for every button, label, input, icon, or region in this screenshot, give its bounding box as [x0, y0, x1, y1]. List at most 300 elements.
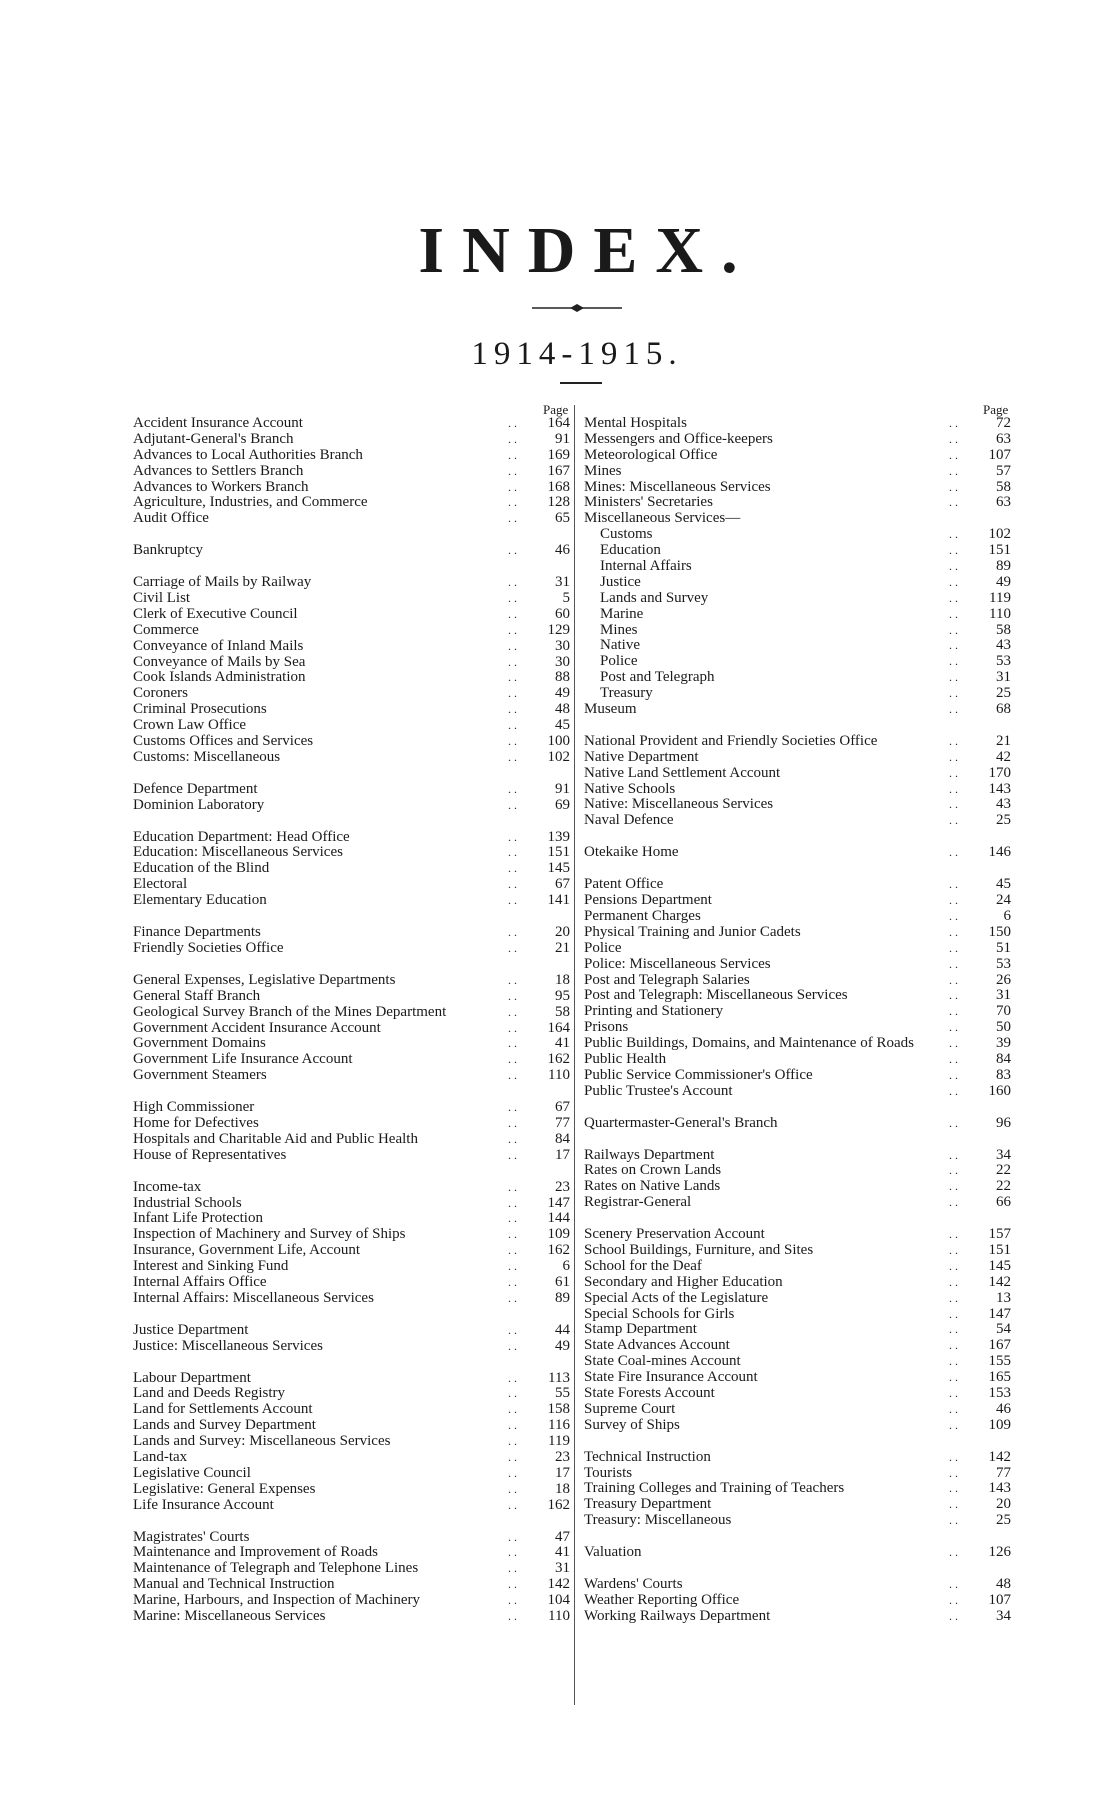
entry-page-number: 169 — [547, 446, 570, 463]
entry-label: Working Railways Department — [584, 1607, 771, 1624]
entry-gap — [133, 766, 570, 782]
entry-label: Rates on Native Lands — [584, 1178, 721, 1195]
index-entry — [584, 1307, 1011, 1323]
entry-page-number: 128 — [547, 494, 570, 511]
leader-dots: .. — [949, 845, 961, 860]
entry-label: Marine — [600, 605, 644, 622]
entry-page-number: 95 — [555, 987, 570, 1004]
index-entry — [133, 1609, 570, 1625]
index-entry — [584, 988, 1011, 1004]
ornament-divider — [532, 303, 622, 313]
entry-label: Legislative Council — [133, 1464, 251, 1481]
entry-label: Coroners — [133, 685, 188, 702]
entry-label: Lands and Survey Department — [133, 1417, 316, 1434]
entry-label: Mines — [600, 621, 638, 638]
entry-page-number: 25 — [996, 1512, 1011, 1529]
index-entry — [584, 1466, 1011, 1482]
index-entry — [584, 1052, 1011, 1068]
entry-page-number: 164 — [547, 1019, 570, 1036]
entry-page-number: 46 — [996, 1400, 1011, 1417]
entry-page-number: 84 — [996, 1050, 1011, 1067]
entry-page-number: 41 — [555, 1544, 570, 1561]
index-entry — [584, 480, 1011, 496]
leader-dots: .. — [508, 734, 520, 749]
entry-label: Land and Deeds Registry — [133, 1385, 286, 1402]
leader-dots: .. — [508, 1593, 520, 1608]
entry-label: Internal Affairs: Miscellaneous Services — [133, 1289, 374, 1306]
entry-label: Land-tax — [133, 1448, 188, 1465]
index-entry — [584, 591, 1011, 607]
entry-page-number: 151 — [988, 1241, 1011, 1258]
index-entry — [133, 495, 570, 511]
index-entry — [133, 575, 570, 591]
entry-page-number: 24 — [996, 892, 1011, 909]
entry-label: Post and Telegraph Salaries — [584, 971, 750, 988]
leader-dots: .. — [949, 1020, 961, 1035]
index-entry — [584, 1513, 1011, 1529]
entry-label: Printing and Stationery — [584, 1003, 724, 1020]
leader-dots: .. — [508, 1545, 520, 1560]
index-entry — [133, 925, 570, 941]
leader-dots: .. — [949, 463, 961, 478]
index-entry — [584, 766, 1011, 782]
entry-page-number: 100 — [547, 733, 570, 750]
index-entry — [133, 1021, 570, 1037]
entry-page-number: 49 — [555, 685, 570, 702]
entry-label: Advances to Local Authorities Branch — [133, 446, 363, 463]
entry-label: Patent Office — [584, 876, 664, 893]
leader-dots: .. — [508, 575, 520, 590]
index-entry — [584, 575, 1011, 591]
leader-dots: .. — [949, 1163, 961, 1178]
index-entry — [133, 941, 570, 957]
entry-page-number: 20 — [555, 924, 570, 941]
index-entry — [133, 480, 570, 496]
entry-label: Meteorological Office — [584, 446, 718, 463]
leader-dots: .. — [508, 781, 520, 796]
entry-label: Public Service Commissioner's Office — [584, 1066, 813, 1083]
leader-dots: .. — [508, 1004, 520, 1019]
entry-page-number: 63 — [996, 494, 1011, 511]
index-entry — [584, 1163, 1011, 1179]
leader-dots: .. — [949, 749, 961, 764]
leader-dots: .. — [949, 908, 961, 923]
index-entry — [133, 798, 570, 814]
entry-page-number: 57 — [996, 462, 1011, 479]
index-entry — [584, 1243, 1011, 1259]
leader-dots: .. — [508, 1068, 520, 1083]
leader-dots: .. — [949, 1497, 961, 1512]
entry-page-number: 142 — [547, 1576, 570, 1593]
entry-page-number: 113 — [548, 1369, 570, 1386]
leader-dots: .. — [949, 1227, 961, 1242]
entry-gap — [133, 1084, 570, 1100]
leader-dots: .. — [949, 543, 961, 558]
entry-label: Bankruptcy — [133, 542, 203, 559]
entry-page-number: 45 — [555, 717, 570, 734]
entry-label: Elementary Education — [133, 892, 267, 909]
leader-dots: .. — [949, 495, 961, 510]
index-entry — [584, 670, 1011, 686]
entry-page-number: 30 — [555, 637, 570, 654]
index-entry — [584, 1609, 1011, 1625]
leader-dots: .. — [508, 1402, 520, 1417]
leader-dots: .. — [508, 861, 520, 876]
entry-page-number: 89 — [996, 558, 1011, 575]
index-entry — [584, 1116, 1011, 1132]
entry-page-number: 116 — [548, 1417, 570, 1434]
entry-label: Labour Department — [133, 1369, 251, 1386]
index-entry — [584, 1148, 1011, 1164]
index-entry — [584, 1195, 1011, 1211]
leader-dots: .. — [508, 1561, 520, 1576]
entry-gap — [584, 1132, 1011, 1148]
leader-dots: .. — [949, 893, 961, 908]
entry-gap — [584, 1100, 1011, 1116]
entry-page-number: 31 — [555, 1560, 570, 1577]
entry-page-number: 47 — [555, 1528, 570, 1545]
leader-dots: .. — [508, 495, 520, 510]
leader-dots: .. — [949, 527, 961, 542]
leader-dots: .. — [949, 1370, 961, 1385]
entry-page-number: 67 — [555, 1099, 570, 1116]
entry-label: Physical Training and Junior Cadets — [584, 923, 801, 940]
leader-dots: .. — [949, 1067, 961, 1082]
entry-page-number: 84 — [555, 1130, 570, 1147]
column-divider — [574, 405, 575, 1705]
entry-page-number: 107 — [988, 1591, 1011, 1608]
entry-label: Naval Defence — [584, 812, 674, 829]
entry-page-number: 69 — [555, 796, 570, 813]
entry-label: Tourists — [584, 1464, 633, 1481]
index-entry — [584, 1068, 1011, 1084]
index-entry — [584, 1593, 1011, 1609]
index-entry — [133, 1450, 570, 1466]
entry-page-number: 77 — [555, 1114, 570, 1131]
entry-label: Special Acts of the Legislature — [584, 1289, 769, 1306]
entry-page-number: 55 — [555, 1385, 570, 1402]
entry-page-number: 31 — [996, 669, 1011, 686]
leader-dots: .. — [508, 1147, 520, 1162]
entry-label: Internal Affairs — [600, 558, 692, 575]
index-entry — [584, 813, 1011, 829]
entry-label: House of Representatives — [133, 1146, 287, 1163]
entry-label: Otekaike Home — [584, 844, 679, 861]
leader-dots: .. — [508, 1195, 520, 1210]
leader-dots: .. — [508, 1115, 520, 1130]
index-entry — [133, 1323, 570, 1339]
entry-gap — [133, 909, 570, 925]
entry-label: Treasury: Miscellaneous — [584, 1512, 732, 1529]
entry-label: Friendly Societies Office — [133, 939, 284, 956]
index-entry — [133, 1259, 570, 1275]
index-entry — [133, 1466, 570, 1482]
entry-page-number: 6 — [1003, 907, 1011, 924]
entry-label: Registrar-General — [584, 1194, 692, 1211]
index-entry — [133, 591, 570, 607]
entry-page-number: 63 — [996, 430, 1011, 447]
index-entry — [584, 1322, 1011, 1338]
leader-dots: .. — [508, 925, 520, 940]
leader-dots: .. — [508, 749, 520, 764]
entry-label: Finance Departments — [133, 924, 261, 941]
index-entry — [133, 1386, 570, 1402]
entry-label: Rates on Crown Lands — [584, 1162, 722, 1179]
entry-label: Permanent Charges — [584, 907, 701, 924]
entry-page-number: 110 — [548, 1608, 570, 1624]
entry-page-number: 20 — [996, 1496, 1011, 1513]
leader-dots: .. — [949, 1513, 961, 1528]
entry-page-number: 91 — [555, 780, 570, 797]
index-entry — [584, 1179, 1011, 1195]
leader-dots: .. — [508, 1449, 520, 1464]
index-entry — [584, 1386, 1011, 1402]
index-entry — [133, 1577, 570, 1593]
leader-dots: .. — [949, 686, 961, 701]
entry-page-number: 88 — [555, 669, 570, 686]
entry-label: Native Department — [584, 748, 699, 765]
leader-dots: .. — [508, 845, 520, 860]
entry-label: Legislative: General Expenses — [133, 1480, 316, 1497]
index-entry — [584, 925, 1011, 941]
index-entry — [133, 1005, 570, 1021]
entry-label: Government Steamers — [133, 1067, 267, 1084]
leader-dots: .. — [508, 1179, 520, 1194]
entry-label: Weather Reporting Office — [584, 1591, 740, 1608]
index-entry — [584, 495, 1011, 511]
leader-dots: .. — [949, 431, 961, 446]
leader-dots: .. — [508, 416, 520, 430]
entry-page-number: 109 — [547, 1226, 570, 1243]
index-entry — [133, 686, 570, 702]
leader-dots: .. — [508, 1052, 520, 1067]
entry-page-number: 17 — [555, 1146, 570, 1163]
entry-label: Prisons — [584, 1019, 629, 1036]
entry-page-number: 43 — [996, 637, 1011, 654]
index-entry — [133, 1339, 570, 1355]
leader-dots: .. — [508, 1577, 520, 1592]
entry-page-number: 157 — [988, 1226, 1011, 1243]
leader-dots: .. — [949, 1179, 961, 1194]
entry-label: Railways Department — [584, 1146, 715, 1163]
index-entry — [133, 830, 570, 846]
entry-label: Valuation — [584, 1544, 642, 1561]
leader-dots: .. — [508, 702, 520, 717]
index-entry — [584, 527, 1011, 543]
index-entry — [133, 1402, 570, 1418]
index-entry — [584, 1545, 1011, 1561]
entry-label: Civil List — [133, 590, 191, 607]
leader-dots: .. — [949, 606, 961, 621]
index-entry — [584, 941, 1011, 957]
entry-page-number: 143 — [988, 1480, 1011, 1497]
entry-page-number: 119 — [989, 589, 1011, 606]
index-entry — [584, 432, 1011, 448]
index-entry — [584, 702, 1011, 718]
entry-page-number: 145 — [547, 860, 570, 877]
entry-label: Mines — [584, 462, 622, 479]
entry-label: Inspection of Machinery and Survey of Ships — [133, 1226, 406, 1243]
index-entry — [584, 734, 1011, 750]
leader-dots: .. — [949, 1577, 961, 1591]
entry-page-number: 110 — [989, 605, 1011, 622]
entry-page-number: 70 — [996, 1003, 1011, 1020]
entry-label: Industrial Schools — [133, 1194, 242, 1211]
entry-label: Secondary and Higher Education — [584, 1273, 783, 1290]
index-entry — [584, 464, 1011, 480]
entry-page-number: 48 — [555, 701, 570, 718]
entry-label: Wardens' Courts — [584, 1576, 683, 1592]
entry-page-number: 30 — [555, 653, 570, 670]
entry-label: Marine, Harbours, and Inspection of Machinery — [133, 1592, 420, 1609]
leader-dots: .. — [949, 1004, 961, 1019]
leader-dots: .. — [949, 479, 961, 494]
leader-dots: .. — [949, 972, 961, 987]
index-entry — [584, 1020, 1011, 1036]
entry-page-number: 22 — [996, 1178, 1011, 1195]
entry-page-number: 42 — [996, 748, 1011, 765]
entry-label: Adjutant-General's Branch — [133, 430, 294, 447]
leader-dots: .. — [949, 1481, 961, 1496]
entry-label: Police: Miscellaneous Services — [584, 955, 771, 972]
entry-page-number: 129 — [547, 621, 570, 638]
index-entry — [133, 1052, 570, 1068]
leader-dots: .. — [508, 893, 520, 908]
entry-gap — [584, 1561, 1011, 1577]
entry-page-number: 34 — [996, 1146, 1011, 1163]
leader-dots: .. — [508, 797, 520, 812]
leader-dots: .. — [949, 1195, 961, 1210]
entry-label: Treasury Department — [584, 1496, 712, 1513]
leader-dots: .. — [949, 1147, 961, 1162]
entry-page-number: 142 — [988, 1273, 1011, 1290]
index-entry — [584, 638, 1011, 654]
leader-dots: .. — [949, 877, 961, 892]
entry-page-number: 147 — [988, 1305, 1011, 1322]
entry-page-number: 18 — [555, 971, 570, 988]
entry-label: Agriculture, Industries, and Commerce — [133, 494, 368, 511]
index-entry — [133, 1036, 570, 1052]
leader-dots: .. — [508, 1338, 520, 1353]
page-column-label-right: Page — [983, 402, 1009, 417]
entry-label: School for the Deaf — [584, 1257, 702, 1274]
entry-gap — [584, 1529, 1011, 1545]
index-entry — [584, 845, 1011, 861]
index-entry — [584, 607, 1011, 623]
entry-page-number: 44 — [555, 1321, 570, 1338]
index-entry — [133, 718, 570, 734]
entry-gap — [133, 957, 570, 973]
leader-dots: .. — [949, 1608, 961, 1623]
leader-dots: .. — [949, 1258, 961, 1273]
index-entry — [133, 1180, 570, 1196]
index-entry — [133, 893, 570, 909]
entry-label: Native Schools — [584, 780, 676, 797]
index-entry — [133, 734, 570, 750]
leader-dots: .. — [508, 638, 520, 653]
entry-page-number: 104 — [547, 1592, 570, 1609]
index-entry — [584, 1450, 1011, 1466]
entry-page-number: 43 — [996, 796, 1011, 813]
index-entry — [584, 893, 1011, 909]
index-entry — [133, 973, 570, 989]
leader-dots: .. — [508, 718, 520, 733]
index-entry — [133, 1132, 570, 1148]
entry-label: Police — [600, 653, 638, 670]
index-entry — [133, 1148, 570, 1164]
entry-gap — [584, 1434, 1011, 1450]
entry-page-number: 50 — [996, 1019, 1011, 1036]
index-entry — [584, 1497, 1011, 1513]
entry-page-number: 66 — [996, 1194, 1011, 1211]
leader-dots: .. — [949, 1338, 961, 1353]
index-entry — [133, 432, 570, 448]
entry-gap — [584, 1211, 1011, 1227]
entry-page-number: 167 — [547, 462, 570, 479]
entry-page-number: 143 — [988, 780, 1011, 797]
entry-page-number: 83 — [996, 1066, 1011, 1083]
leader-dots: .. — [949, 654, 961, 669]
entry-page-number: 102 — [547, 748, 570, 765]
index-entry — [133, 1545, 570, 1561]
entry-page-number: 21 — [555, 939, 570, 956]
entry-label: Dominion Laboratory — [133, 796, 265, 813]
leader-dots: .. — [949, 622, 961, 637]
entry-gap — [584, 861, 1011, 877]
entry-page-number: 102 — [988, 526, 1011, 543]
leader-dots: .. — [508, 1036, 520, 1051]
entry-page-number: 53 — [996, 653, 1011, 670]
index-entry — [133, 655, 570, 671]
index-entry — [584, 1227, 1011, 1243]
entry-label: Geological Survey Branch of the Mines Department — [133, 1003, 447, 1020]
index-entry — [133, 670, 570, 686]
entry-label: Life Insurance Account — [133, 1496, 274, 1513]
year-heading: 1914-1915. — [471, 336, 683, 372]
entry-label: Land for Settlements Account — [133, 1401, 313, 1418]
entry-page-number: 162 — [547, 1242, 570, 1259]
leader-dots: .. — [949, 1465, 961, 1480]
index-entry — [584, 877, 1011, 893]
entry-label: State Advances Account — [584, 1337, 730, 1354]
entry-page-number: 151 — [547, 844, 570, 861]
entry-label: Interest and Sinking Fund — [133, 1258, 289, 1275]
entry-page-number: 21 — [996, 732, 1011, 749]
entry-label: Police — [584, 939, 622, 956]
index-entry — [133, 416, 570, 432]
entry-page-number: 51 — [996, 939, 1011, 956]
entry-label: Education — [600, 542, 661, 559]
index-entry — [133, 1482, 570, 1498]
entry-page-number: 22 — [996, 1162, 1011, 1179]
leader-dots: .. — [949, 1545, 961, 1560]
leader-dots: .. — [508, 591, 520, 606]
entry-gap — [584, 829, 1011, 845]
leader-dots: .. — [508, 1529, 520, 1544]
index-entry — [133, 1227, 570, 1243]
entry-label: Treasury — [600, 685, 653, 702]
leader-dots: .. — [949, 574, 961, 589]
entry-label: Native Land Settlement Account — [584, 764, 781, 781]
entry-label: State Fire Insurance Account — [584, 1369, 758, 1386]
leader-dots: .. — [949, 797, 961, 812]
entry-label: Defence Department — [133, 780, 258, 797]
entry-page-number: 60 — [555, 605, 570, 622]
entry-page-number: 150 — [988, 923, 1011, 940]
entry-page-number: 107 — [988, 446, 1011, 463]
entry-gap — [133, 814, 570, 830]
index-entry — [584, 1481, 1011, 1497]
